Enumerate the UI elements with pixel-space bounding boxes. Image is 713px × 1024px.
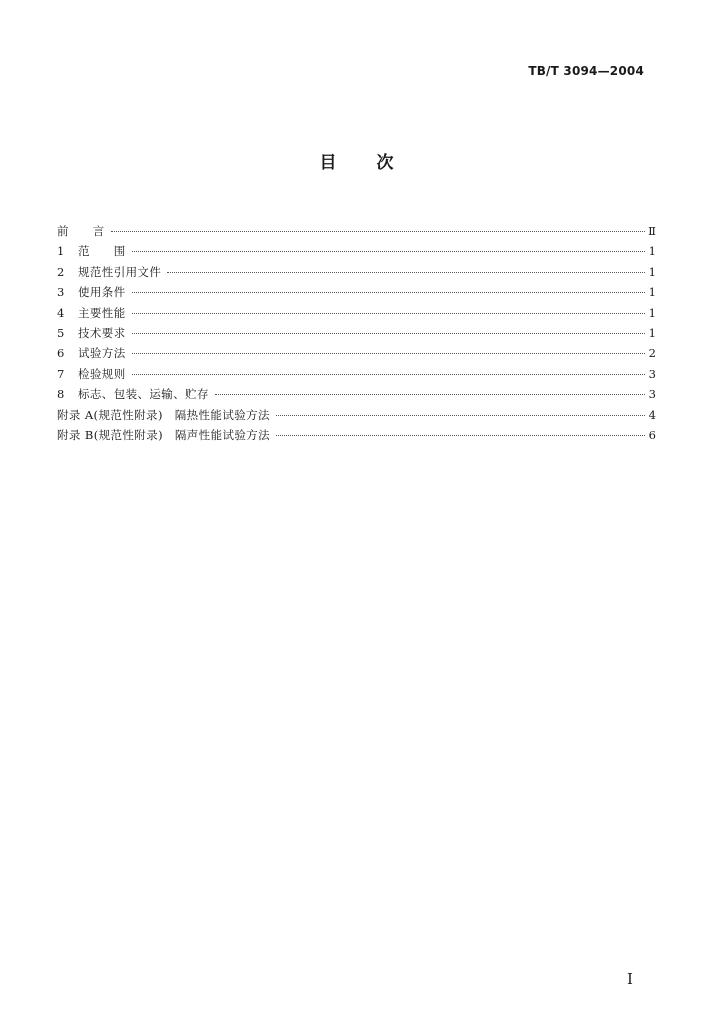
toc-entry-appendix-a[interactable] xyxy=(57,405,656,425)
toc-entry-label: 规范性引用文件 xyxy=(78,264,162,279)
toc-entry-number: 5 xyxy=(57,325,65,340)
toc-entry-number: 2 xyxy=(57,264,65,279)
toc-entry-number: 1 xyxy=(57,244,65,259)
toc-entry-4[interactable] xyxy=(57,303,656,323)
dot-leader xyxy=(132,333,645,334)
toc-entry-label: 附录 B(规范性附录) 隔声性能试验方法 xyxy=(57,427,271,442)
toc-entry-label: 技术要求 xyxy=(78,325,126,340)
toc-entry-page: 1 xyxy=(648,325,656,340)
page-number: I xyxy=(627,970,633,988)
dot-leader xyxy=(132,292,645,293)
toc-entry-number: 8 xyxy=(57,387,65,402)
toc-entry-5[interactable] xyxy=(57,323,656,343)
dot-leader xyxy=(132,374,645,375)
toc-entry-foreword[interactable] xyxy=(57,221,656,241)
toc-entry-page: 1 xyxy=(648,285,656,300)
toc-entry-3[interactable] xyxy=(57,282,656,302)
toc-entry-label: 标志、包装、运输、贮存 xyxy=(78,387,209,402)
toc-entry-page: 1 xyxy=(648,264,656,279)
dot-leader xyxy=(132,353,645,354)
toc-entry-page: Ⅱ xyxy=(648,224,656,238)
toc-entry-number: 3 xyxy=(57,285,65,300)
toc-entry-label: 附录 A(规范性附录) 隔热性能试验方法 xyxy=(57,407,270,422)
toc-entry-number: 7 xyxy=(57,366,65,381)
standard-code: TB/T 3094—2004 xyxy=(528,64,644,78)
toc-entry-appendix-b[interactable] xyxy=(57,425,656,445)
toc-entry-label: 使用条件 xyxy=(78,285,126,300)
toc-entry-number: 4 xyxy=(57,305,65,320)
table-of-contents xyxy=(57,221,656,445)
toc-entry-label: 前 言 xyxy=(57,224,105,238)
toc-entry-page: 3 xyxy=(648,387,656,402)
toc-entry-label: 检验规则 xyxy=(78,366,126,381)
toc-entry-label: 主要性能 xyxy=(78,305,126,320)
toc-entry-2[interactable] xyxy=(57,262,656,282)
toc-entry-page: 3 xyxy=(648,366,656,381)
dot-leader xyxy=(132,313,645,314)
toc-entry-page: 6 xyxy=(648,427,656,442)
toc-title-right: 次 xyxy=(376,153,394,173)
toc-entry-number: 6 xyxy=(57,346,65,361)
toc-title-left: 目 xyxy=(319,153,337,173)
toc-entry-page: 1 xyxy=(648,244,656,259)
toc-entry-page: 2 xyxy=(648,346,656,361)
toc-title xyxy=(0,148,713,173)
dot-leader xyxy=(167,272,645,273)
dot-leader xyxy=(276,415,645,416)
dot-leader xyxy=(132,251,645,252)
toc-entry-7[interactable] xyxy=(57,364,656,384)
dot-leader xyxy=(111,231,645,232)
toc-entry-page: 4 xyxy=(648,407,656,422)
toc-entry-6[interactable] xyxy=(57,343,656,363)
toc-entry-label: 范 围 xyxy=(78,244,126,259)
dot-leader xyxy=(276,435,645,436)
toc-entry-label: 试验方法 xyxy=(78,346,126,361)
dot-leader xyxy=(215,394,645,395)
toc-entry-8[interactable] xyxy=(57,384,656,404)
toc-entry-page: 1 xyxy=(648,305,656,320)
toc-entry-1[interactable] xyxy=(57,241,656,261)
